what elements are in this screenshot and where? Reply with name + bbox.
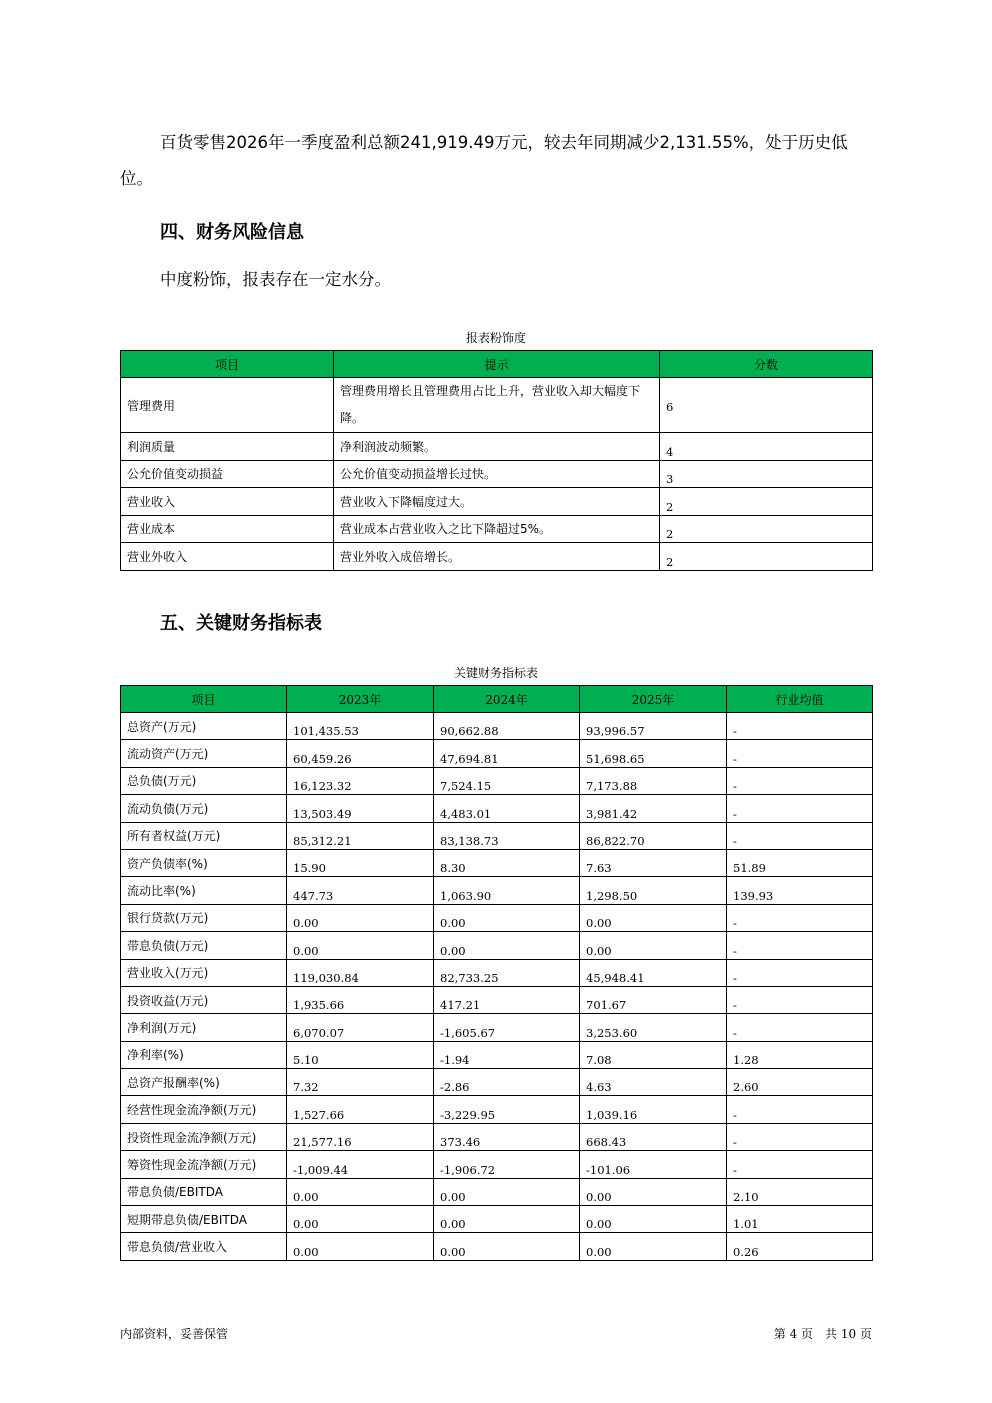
year-2025-cell: 7.63 [580, 849, 727, 876]
table-row [121, 713, 873, 740]
table-row [121, 959, 873, 986]
year-2024-cell: -1.94 [434, 1041, 580, 1068]
year-2023-cell: 5.10 [287, 1041, 434, 1068]
year-2024-cell: 47,694.81 [434, 740, 580, 767]
industry-avg-cell: - [727, 1151, 873, 1178]
year-2024-cell: 0.00 [434, 904, 580, 931]
table1-caption: 报表粉饰度 [465, 331, 526, 345]
table-row [121, 822, 873, 849]
year-2024-cell: 82,733.25 [434, 959, 580, 986]
industry-avg-cell: - [727, 986, 873, 1013]
industry-avg-cell: - [727, 932, 873, 959]
year-2024-cell: 0.00 [434, 1178, 580, 1205]
item-cell: 营业收入 [121, 488, 334, 516]
year-2023-cell: 15.90 [287, 849, 434, 876]
item-cell: 营业外收入 [121, 543, 334, 571]
hint-cell: 公允价值变动损益增长过快。 [334, 460, 660, 488]
table-row [121, 1206, 873, 1233]
year-2024-cell: 7,524.15 [434, 767, 580, 794]
year-2025-cell: 93,996.57 [580, 713, 727, 740]
metric-cell: 总资产报酬率(%) [121, 1069, 287, 1096]
column-header: 2023年 [287, 686, 434, 713]
metric-cell: 带息负债/EBITDA [121, 1178, 287, 1205]
column-header: 项目 [121, 351, 334, 378]
year-2023-cell: 85,312.21 [287, 822, 434, 849]
page-current: 4 [789, 1327, 798, 1341]
year-2025-cell: 3,253.60 [580, 1014, 727, 1041]
table-row [121, 460, 873, 488]
year-2024-cell: 90,662.88 [434, 713, 580, 740]
hint-cell: 管理费用增长且管理费用占比上升，营业收入却大幅度下降。 [334, 378, 660, 433]
industry-avg-cell: - [727, 1096, 873, 1123]
table-row [121, 1041, 873, 1068]
year-2024-cell: 83,138.73 [434, 822, 580, 849]
year-2024-cell: -1,605.67 [434, 1014, 580, 1041]
year-2025-cell: 51,698.65 [580, 740, 727, 767]
year-2025-cell: 4.63 [580, 1069, 727, 1096]
year-2023-cell: 0.00 [287, 1233, 434, 1260]
metric-cell: 投资收益(万元) [121, 986, 287, 1013]
year-2023-cell: 0.00 [287, 932, 434, 959]
table-row [121, 849, 873, 876]
metric-cell: 营业收入(万元) [121, 959, 287, 986]
year-2023-cell: 0.00 [287, 1178, 434, 1205]
intro-paragraph: 百货零售2026年一季度盈利总额241,919.49万元，较去年同期减少2,131.55%，处于历史低位。 [120, 133, 848, 188]
metric-cell: 带息负债/营业收入 [121, 1233, 287, 1260]
metric-cell: 流动资产(万元) [121, 740, 287, 767]
year-2024-cell: -3,229.95 [434, 1096, 580, 1123]
year-2025-cell: 0.00 [580, 1233, 727, 1260]
table-row [121, 1233, 873, 1260]
hint-cell: 净利润波动频繁。 [334, 433, 660, 461]
table-row [121, 488, 873, 516]
metric-cell: 所有者权益(万元) [121, 822, 287, 849]
industry-avg-cell: - [727, 1014, 873, 1041]
table-row [121, 877, 873, 904]
year-2024-cell: 4,483.01 [434, 795, 580, 822]
year-2025-cell: 1,298.50 [580, 877, 727, 904]
section4-text: 中度粉饰，报表存在一定水分。 [160, 270, 391, 289]
metric-cell: 经营性现金流净额(万元) [121, 1096, 287, 1123]
column-header: 项目 [121, 686, 287, 713]
year-2025-cell: -101.06 [580, 1151, 727, 1178]
year-2025-cell: 3,981.42 [580, 795, 727, 822]
industry-avg-cell: 2.10 [727, 1178, 873, 1205]
score-cell: 3 [660, 460, 873, 488]
year-2024-cell: 0.00 [434, 1233, 580, 1260]
industry-avg-cell: 0.26 [727, 1233, 873, 1260]
page-mid: 页 共 [801, 1327, 838, 1341]
year-2025-cell: 0.00 [580, 932, 727, 959]
hint-cell: 营业成本占营业收入之比下降超过5%。 [334, 515, 660, 543]
metric-cell: 银行贷款(万元) [121, 904, 287, 931]
industry-avg-cell: - [727, 713, 873, 740]
industry-avg-cell: - [727, 959, 873, 986]
hint-cell: 营业收入下降幅度过大。 [334, 488, 660, 516]
footer-note: 内部资料，妥善保管 [120, 1327, 229, 1341]
score-cell: 4 [660, 433, 873, 461]
metric-cell: 总资产(万元) [121, 713, 287, 740]
metric-cell: 投资性现金流净额(万元) [121, 1123, 287, 1150]
year-2025-cell: 86,822.70 [580, 822, 727, 849]
metric-cell: 资产负债率(%) [121, 849, 287, 876]
year-2025-cell: 7.08 [580, 1041, 727, 1068]
item-cell: 公允价值变动损益 [121, 460, 334, 488]
table-row [121, 932, 873, 959]
table-row [121, 1123, 873, 1150]
year-2025-cell: 1,039.16 [580, 1096, 727, 1123]
industry-avg-cell: 1.01 [727, 1206, 873, 1233]
year-2025-cell: 668.43 [580, 1123, 727, 1150]
section5-heading: 五、关键财务指标表 [160, 613, 322, 634]
year-2024-cell: -2.86 [434, 1069, 580, 1096]
table-row [121, 1014, 873, 1041]
year-2023-cell: 7.32 [287, 1069, 434, 1096]
year-2024-cell: 0.00 [434, 932, 580, 959]
table-row [121, 986, 873, 1013]
metric-cell: 净利润(万元) [121, 1014, 287, 1041]
industry-avg-cell: 1.28 [727, 1041, 873, 1068]
metric-cell: 筹资性现金流净额(万元) [121, 1151, 287, 1178]
year-2025-cell: 0.00 [580, 904, 727, 931]
year-2024-cell: 1,063.90 [434, 877, 580, 904]
year-2025-cell: 7,173.88 [580, 767, 727, 794]
key-financial-table [120, 685, 873, 1261]
year-2025-cell: 701.67 [580, 986, 727, 1013]
item-cell: 营业成本 [121, 515, 334, 543]
metric-cell: 净利率(%) [121, 1041, 287, 1068]
item-cell: 利润质量 [121, 433, 334, 461]
page-total: 10 [840, 1327, 857, 1341]
year-2023-cell: 101,435.53 [287, 713, 434, 740]
table-row [121, 378, 873, 433]
column-header: 分数 [660, 351, 873, 378]
metric-cell: 流动比率(%) [121, 877, 287, 904]
page-prefix: 第 [773, 1327, 786, 1341]
year-2023-cell: 6,070.07 [287, 1014, 434, 1041]
column-header: 行业均值 [727, 686, 873, 713]
industry-avg-cell: 51.89 [727, 849, 873, 876]
metric-cell: 短期带息负债/EBITDA [121, 1206, 287, 1233]
table-row [121, 904, 873, 931]
table-row [121, 1151, 873, 1178]
year-2024-cell: 0.00 [434, 1206, 580, 1233]
industry-avg-cell: - [727, 795, 873, 822]
year-2023-cell: 0.00 [287, 1206, 434, 1233]
year-2023-cell: 0.00 [287, 904, 434, 931]
table-row [121, 1096, 873, 1123]
item-cell: 管理费用 [121, 378, 334, 433]
page-number [774, 1325, 872, 1342]
table-row [121, 795, 873, 822]
score-cell: 2 [660, 543, 873, 571]
risk-table [120, 350, 873, 571]
table2-caption: 关键财务指标表 [453, 666, 538, 680]
year-2025-cell: 45,948.41 [580, 959, 727, 986]
table-row [121, 1178, 873, 1205]
table-row [121, 543, 873, 571]
year-2023-cell: 13,503.49 [287, 795, 434, 822]
industry-avg-cell: - [727, 767, 873, 794]
section4-heading: 四、财务风险信息 [160, 222, 304, 243]
year-2024-cell: 373.46 [434, 1123, 580, 1150]
industry-avg-cell: 2.60 [727, 1069, 873, 1096]
year-2024-cell: 417.21 [434, 986, 580, 1013]
page-suffix: 页 [859, 1327, 872, 1341]
table-row [121, 740, 873, 767]
year-2025-cell: 0.00 [580, 1178, 727, 1205]
year-2023-cell: 21,577.16 [287, 1123, 434, 1150]
industry-avg-cell: - [727, 904, 873, 931]
year-2023-cell: 1,935.66 [287, 986, 434, 1013]
year-2023-cell: 16,123.32 [287, 767, 434, 794]
score-cell: 2 [660, 515, 873, 543]
metric-cell: 流动负债(万元) [121, 795, 287, 822]
table-row [121, 515, 873, 543]
score-cell: 2 [660, 488, 873, 516]
table-row [121, 433, 873, 461]
industry-avg-cell: 139.93 [727, 877, 873, 904]
column-header: 2025年 [580, 686, 727, 713]
hint-cell: 营业外收入成倍增长。 [334, 543, 660, 571]
year-2023-cell: -1,009.44 [287, 1151, 434, 1178]
industry-avg-cell: - [727, 1123, 873, 1150]
metric-cell: 带息负债(万元) [121, 932, 287, 959]
industry-avg-cell: - [727, 822, 873, 849]
table-row [121, 767, 873, 794]
year-2024-cell: -1,906.72 [434, 1151, 580, 1178]
year-2023-cell: 1,527.66 [287, 1096, 434, 1123]
year-2023-cell: 60,459.26 [287, 740, 434, 767]
column-header: 2024年 [434, 686, 580, 713]
table-row [121, 1069, 873, 1096]
column-header: 提示 [334, 351, 660, 378]
metric-cell: 总负债(万元) [121, 767, 287, 794]
year-2024-cell: 8.30 [434, 849, 580, 876]
year-2025-cell: 0.00 [580, 1206, 727, 1233]
industry-avg-cell: - [727, 740, 873, 767]
year-2023-cell: 119,030.84 [287, 959, 434, 986]
score-cell: 6 [660, 378, 873, 433]
year-2023-cell: 447.73 [287, 877, 434, 904]
